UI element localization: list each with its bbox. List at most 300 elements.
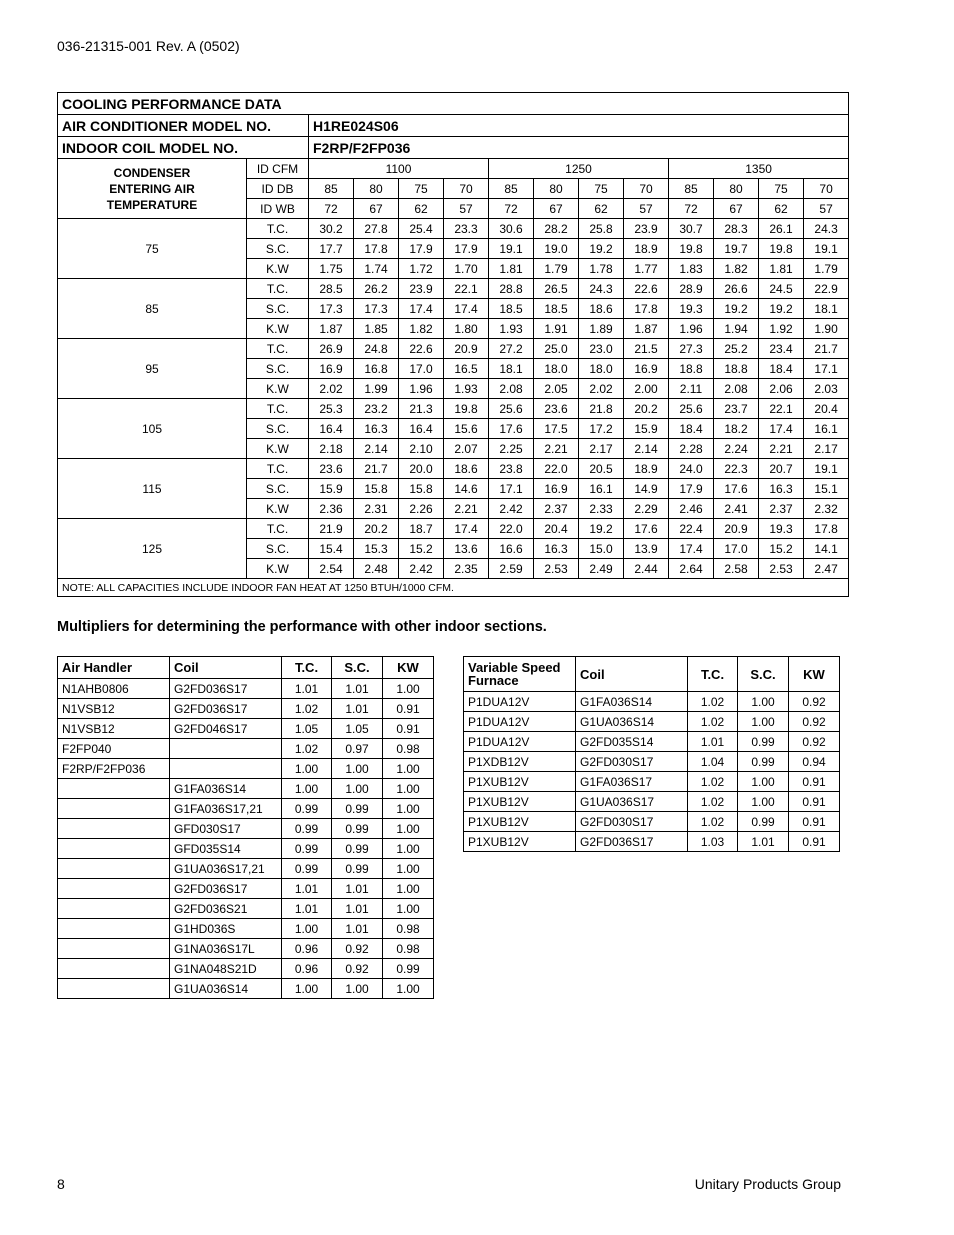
condenser-temp-value: 85: [58, 279, 247, 339]
header-kw: KW: [383, 657, 434, 679]
table-row: [464, 712, 840, 732]
performance-value: 17.6: [624, 519, 669, 539]
performance-value: 14.6: [444, 479, 489, 499]
unit-model: [58, 959, 170, 979]
kw-multiplier: 1.00: [383, 839, 434, 859]
row-metric-label: S.C.: [247, 419, 309, 439]
performance-value: 22.1: [444, 279, 489, 299]
unit-model: P1XUB12V: [464, 792, 576, 812]
performance-value: 23.9: [624, 219, 669, 239]
table-row: [58, 339, 849, 359]
ac-model-value: H1RE024S06: [309, 115, 849, 137]
performance-value: 2.07: [444, 439, 489, 459]
performance-value: 2.21: [534, 439, 579, 459]
performance-value: 1.79: [534, 259, 579, 279]
performance-value: 2.25: [489, 439, 534, 459]
table-row: [58, 219, 849, 239]
performance-value: 16.1: [804, 419, 849, 439]
performance-value: 2.02: [579, 379, 624, 399]
unit-model: F2FP040: [58, 739, 170, 759]
kw-multiplier: 0.91: [789, 832, 840, 852]
unit-model: [58, 979, 170, 999]
performance-value: 2.02: [309, 379, 354, 399]
table-row: [464, 752, 840, 772]
table-row: [58, 899, 434, 919]
performance-value: 2.17: [804, 439, 849, 459]
sc-multiplier: 1.00: [332, 759, 383, 779]
id-db-value: 80: [354, 179, 399, 199]
unit-model: N1AHB0806: [58, 679, 170, 699]
performance-value: 20.5: [579, 459, 624, 479]
performance-value: 28.3: [714, 219, 759, 239]
tc-multiplier: 1.05: [282, 719, 332, 739]
performance-value: 2.06: [759, 379, 804, 399]
performance-value: 15.8: [354, 479, 399, 499]
performance-value: 2.64: [669, 559, 714, 579]
tc-multiplier: 1.02: [688, 692, 738, 712]
performance-value: 14.9: [624, 479, 669, 499]
unit-model: [58, 859, 170, 879]
coil-model: G2FD046S17: [170, 719, 282, 739]
performance-value: 15.3: [354, 539, 399, 559]
performance-value: 18.4: [759, 359, 804, 379]
performance-value: 23.8: [489, 459, 534, 479]
tc-multiplier: 1.01: [282, 879, 332, 899]
kw-multiplier: 1.00: [383, 879, 434, 899]
performance-value: 18.1: [489, 359, 534, 379]
performance-value: 20.2: [354, 519, 399, 539]
performance-value: 21.8: [579, 399, 624, 419]
performance-value: 2.10: [399, 439, 444, 459]
condenser-label-line: TEMPERATURE: [106, 197, 198, 212]
performance-value: 17.4: [759, 419, 804, 439]
unit-model: P1XUB12V: [464, 832, 576, 852]
kw-multiplier: 0.91: [383, 699, 434, 719]
performance-value: 14.1: [804, 539, 849, 559]
performance-value: 19.3: [669, 299, 714, 319]
performance-value: 21.9: [309, 519, 354, 539]
table-row: [58, 779, 434, 799]
coil-model: G1HD036S: [170, 919, 282, 939]
performance-value: 22.3: [714, 459, 759, 479]
sc-multiplier: 1.00: [332, 779, 383, 799]
performance-value: 22.4: [669, 519, 714, 539]
performance-value: 2.53: [534, 559, 579, 579]
header-coil: Coil: [576, 657, 688, 692]
performance-note: NOTE: ALL CAPACITIES INCLUDE INDOOR FAN HEAT AT 1250 BTUH/1000 CFM.: [58, 579, 849, 597]
performance-value: 15.0: [579, 539, 624, 559]
performance-value: 22.6: [399, 339, 444, 359]
performance-value: 19.1: [804, 239, 849, 259]
table-row: [58, 799, 434, 819]
coil-model: GFD030S17: [170, 819, 282, 839]
kw-multiplier: 1.00: [383, 819, 434, 839]
unit-model: [58, 839, 170, 859]
kw-multiplier: 0.98: [383, 939, 434, 959]
performance-value: 2.17: [579, 439, 624, 459]
table-row: [464, 812, 840, 832]
performance-value: 28.5: [309, 279, 354, 299]
performance-value: 1.78: [579, 259, 624, 279]
header-kw: KW: [789, 657, 840, 692]
ac-model-label: AIR CONDITIONER MODEL NO.: [58, 115, 309, 137]
performance-value: 1.80: [444, 319, 489, 339]
coil-model: G2FD036S17: [170, 879, 282, 899]
performance-value: 26.6: [714, 279, 759, 299]
performance-value: 19.3: [759, 519, 804, 539]
kw-multiplier: 0.92: [789, 692, 840, 712]
table-row: [58, 919, 434, 939]
performance-value: 20.4: [534, 519, 579, 539]
performance-value: 1.99: [354, 379, 399, 399]
performance-value: 18.7: [399, 519, 444, 539]
performance-value: 2.58: [714, 559, 759, 579]
performance-value: 2.47: [804, 559, 849, 579]
performance-value: 17.4: [399, 299, 444, 319]
id-db-value: 75: [399, 179, 444, 199]
row-metric-label: S.C.: [247, 299, 309, 319]
coil-model: [170, 739, 282, 759]
performance-value: 2.53: [759, 559, 804, 579]
condenser-temp-value: 125: [58, 519, 247, 579]
performance-value: 2.37: [534, 499, 579, 519]
kw-multiplier: 0.92: [789, 712, 840, 732]
table-row: [58, 719, 434, 739]
performance-value: 17.1: [804, 359, 849, 379]
performance-value: 25.4: [399, 219, 444, 239]
tc-multiplier: 1.02: [688, 712, 738, 732]
tc-multiplier: 1.01: [282, 679, 332, 699]
id-wb-label: ID WB: [247, 199, 309, 219]
performance-value: 24.3: [579, 279, 624, 299]
condenser-temp-value: 105: [58, 399, 247, 459]
header-air-handler: Air Handler: [58, 657, 170, 679]
performance-value: 15.9: [624, 419, 669, 439]
document-id: 036-21315-001 Rev. A (0502): [57, 38, 240, 54]
id-wb-value: 67: [534, 199, 579, 219]
id-db-value: 70: [444, 179, 489, 199]
performance-value: 25.0: [534, 339, 579, 359]
performance-value: 18.6: [579, 299, 624, 319]
performance-value: 18.5: [489, 299, 534, 319]
row-metric-label: K.W: [247, 559, 309, 579]
tc-multiplier: 1.00: [282, 759, 332, 779]
performance-value: 1.87: [624, 319, 669, 339]
sc-multiplier: 1.00: [738, 692, 789, 712]
coil-model: G2FD035S14: [576, 732, 688, 752]
performance-value: 19.1: [489, 239, 534, 259]
performance-value: 23.3: [444, 219, 489, 239]
variable-speed-multiplier-table: [463, 656, 840, 852]
sc-multiplier: 0.99: [332, 799, 383, 819]
tc-multiplier: 1.00: [282, 919, 332, 939]
performance-value: 22.6: [624, 279, 669, 299]
table-row: [58, 679, 434, 699]
tc-multiplier: 1.00: [282, 979, 332, 999]
performance-value: 23.0: [579, 339, 624, 359]
sc-multiplier: 0.99: [738, 812, 789, 832]
performance-value: 1.92: [759, 319, 804, 339]
cfm-1100: 1100: [309, 159, 489, 179]
performance-value: 23.2: [354, 399, 399, 419]
id-db-value: 85: [309, 179, 354, 199]
performance-value: 15.6: [444, 419, 489, 439]
tc-multiplier: 1.00: [282, 779, 332, 799]
id-db-value: 70: [624, 179, 669, 199]
performance-value: 2.32: [804, 499, 849, 519]
id-wb-value: 67: [714, 199, 759, 219]
performance-value: 2.08: [714, 379, 759, 399]
performance-value: 2.08: [489, 379, 534, 399]
tc-multiplier: 1.02: [282, 699, 332, 719]
performance-value: 2.46: [669, 499, 714, 519]
row-metric-label: K.W: [247, 259, 309, 279]
kw-multiplier: 1.00: [383, 899, 434, 919]
tc-multiplier: 0.99: [282, 799, 332, 819]
performance-value: 21.7: [354, 459, 399, 479]
id-wb-value: 62: [399, 199, 444, 219]
performance-value: 21.5: [624, 339, 669, 359]
unit-model: [58, 919, 170, 939]
performance-value: 2.37: [759, 499, 804, 519]
row-metric-label: T.C.: [247, 279, 309, 299]
performance-value: 1.81: [489, 259, 534, 279]
unit-model: P1XDB12V: [464, 752, 576, 772]
unit-model: [58, 799, 170, 819]
performance-value: 25.3: [309, 399, 354, 419]
table-row: [464, 692, 840, 712]
sc-multiplier: 1.01: [332, 899, 383, 919]
tc-multiplier: 1.02: [688, 772, 738, 792]
tc-multiplier: 1.01: [282, 899, 332, 919]
multipliers-title: Multipliers for determining the performance with other indoor sections.: [57, 619, 547, 635]
performance-value: 17.1: [489, 479, 534, 499]
table-row: [58, 739, 434, 759]
sc-multiplier: 0.92: [332, 939, 383, 959]
coil-model: GFD035S14: [170, 839, 282, 859]
condenser-temp-label: [58, 159, 247, 219]
tc-multiplier: 0.96: [282, 959, 332, 979]
performance-value: 24.5: [759, 279, 804, 299]
performance-value: 1.83: [669, 259, 714, 279]
performance-value: 2.03: [804, 379, 849, 399]
table-row: [58, 959, 434, 979]
performance-value: 1.93: [489, 319, 534, 339]
performance-value: 15.4: [309, 539, 354, 559]
performance-value: 26.2: [354, 279, 399, 299]
table-row: [58, 279, 849, 299]
kw-multiplier: 1.00: [383, 979, 434, 999]
kw-multiplier: 0.91: [383, 719, 434, 739]
performance-value: 26.9: [309, 339, 354, 359]
performance-value: 18.8: [714, 359, 759, 379]
header-sc: S.C.: [738, 657, 789, 692]
performance-value: 23.6: [534, 399, 579, 419]
unit-model: F2RP/F2FP036: [58, 759, 170, 779]
row-metric-label: K.W: [247, 379, 309, 399]
sc-multiplier: 1.00: [738, 712, 789, 732]
performance-value: 27.2: [489, 339, 534, 359]
performance-value: 23.6: [309, 459, 354, 479]
performance-value: 17.3: [309, 299, 354, 319]
coil-model: G1FA036S17,21: [170, 799, 282, 819]
performance-value: 28.8: [489, 279, 534, 299]
performance-value: 17.0: [399, 359, 444, 379]
sc-multiplier: 1.00: [738, 772, 789, 792]
performance-value: 19.8: [444, 399, 489, 419]
sc-multiplier: 1.05: [332, 719, 383, 739]
coil-model-label: INDOOR COIL MODEL NO.: [58, 137, 309, 159]
performance-value: 1.90: [804, 319, 849, 339]
performance-value: 23.9: [399, 279, 444, 299]
performance-value: 1.85: [354, 319, 399, 339]
performance-value: 1.79: [804, 259, 849, 279]
performance-value: 17.9: [444, 239, 489, 259]
kw-multiplier: 1.00: [383, 779, 434, 799]
row-metric-label: S.C.: [247, 539, 309, 559]
unit-model: P1DUA12V: [464, 712, 576, 732]
kw-multiplier: 0.98: [383, 739, 434, 759]
sc-multiplier: 1.01: [332, 879, 383, 899]
header-coil: Coil: [170, 657, 282, 679]
performance-value: 27.3: [669, 339, 714, 359]
performance-value: 22.1: [759, 399, 804, 419]
performance-value: 23.4: [759, 339, 804, 359]
performance-value: 18.8: [669, 359, 714, 379]
tc-multiplier: 1.02: [282, 739, 332, 759]
performance-value: 25.6: [489, 399, 534, 419]
performance-value: 1.82: [714, 259, 759, 279]
performance-value: 16.9: [624, 359, 669, 379]
performance-value: 2.44: [624, 559, 669, 579]
table-row: [464, 832, 840, 852]
table-row: [58, 699, 434, 719]
performance-value: 17.9: [669, 479, 714, 499]
unit-model: [58, 879, 170, 899]
row-metric-label: T.C.: [247, 519, 309, 539]
performance-value: 22.9: [804, 279, 849, 299]
performance-value: 2.00: [624, 379, 669, 399]
sc-multiplier: 1.01: [738, 832, 789, 852]
row-metric-label: K.W: [247, 439, 309, 459]
performance-value: 1.93: [444, 379, 489, 399]
performance-value: 24.0: [669, 459, 714, 479]
tc-multiplier: 1.02: [688, 812, 738, 832]
id-wb-value: 72: [669, 199, 714, 219]
sc-multiplier: 1.01: [332, 699, 383, 719]
coil-model: G1UA036S17,21: [170, 859, 282, 879]
id-db-value: 80: [534, 179, 579, 199]
kw-multiplier: 1.00: [383, 759, 434, 779]
performance-value: 20.0: [399, 459, 444, 479]
performance-value: 16.1: [579, 479, 624, 499]
performance-value: 26.1: [759, 219, 804, 239]
id-db-label: ID DB: [247, 179, 309, 199]
footer-organization: Unitary Products Group: [694, 1176, 841, 1192]
performance-value: 22.0: [489, 519, 534, 539]
performance-value: 30.7: [669, 219, 714, 239]
unit-model: [58, 779, 170, 799]
performance-value: 23.7: [714, 399, 759, 419]
performance-value: 1.87: [309, 319, 354, 339]
sc-multiplier: 0.99: [738, 752, 789, 772]
row-metric-label: S.C.: [247, 479, 309, 499]
performance-value: 18.1: [804, 299, 849, 319]
performance-value: 13.6: [444, 539, 489, 559]
performance-value: 19.2: [579, 239, 624, 259]
performance-value: 17.8: [624, 299, 669, 319]
sc-multiplier: 0.97: [332, 739, 383, 759]
performance-value: 13.9: [624, 539, 669, 559]
header-tc: T.C.: [688, 657, 738, 692]
performance-value: 25.6: [669, 399, 714, 419]
performance-value: 2.54: [309, 559, 354, 579]
unit-model: [58, 899, 170, 919]
performance-value: 20.4: [804, 399, 849, 419]
performance-value: 16.4: [309, 419, 354, 439]
performance-value: 17.4: [444, 299, 489, 319]
kw-multiplier: 0.91: [789, 812, 840, 832]
unit-model: P1DUA12V: [464, 732, 576, 752]
sc-multiplier: 0.99: [332, 839, 383, 859]
performance-value: 17.3: [354, 299, 399, 319]
performance-value: 15.9: [309, 479, 354, 499]
performance-value: 2.35: [444, 559, 489, 579]
performance-value: 19.7: [714, 239, 759, 259]
cfm-1250: 1250: [489, 159, 669, 179]
performance-value: 18.9: [624, 459, 669, 479]
coil-model-value: F2RP/F2FP036: [309, 137, 849, 159]
id-db-value: 75: [579, 179, 624, 199]
performance-value: 2.59: [489, 559, 534, 579]
coil-model: G1UA036S14: [576, 712, 688, 732]
performance-value: 17.5: [534, 419, 579, 439]
condenser-temp-value: 75: [58, 219, 247, 279]
header-variable-speed-furnace: Variable Speed Furnace: [464, 657, 576, 692]
performance-value: 2.49: [579, 559, 624, 579]
condenser-temp-value: 95: [58, 339, 247, 399]
unit-model: [58, 939, 170, 959]
tc-multiplier: 0.99: [282, 819, 332, 839]
performance-value: 16.8: [354, 359, 399, 379]
performance-value: 24.3: [804, 219, 849, 239]
performance-value: 16.3: [534, 539, 579, 559]
performance-value: 19.8: [759, 239, 804, 259]
table-row: [464, 792, 840, 812]
performance-value: 19.0: [534, 239, 579, 259]
performance-value: 16.9: [534, 479, 579, 499]
id-db-value: 70: [804, 179, 849, 199]
performance-value: 17.8: [354, 239, 399, 259]
performance-value: 20.2: [624, 399, 669, 419]
performance-value: 2.33: [579, 499, 624, 519]
performance-value: 1.72: [399, 259, 444, 279]
condenser-label-line: ENTERING AIR: [109, 181, 195, 196]
performance-value: 1.89: [579, 319, 624, 339]
performance-value: 2.26: [399, 499, 444, 519]
performance-value: 19.2: [579, 519, 624, 539]
row-metric-label: T.C.: [247, 339, 309, 359]
performance-value: 25.8: [579, 219, 624, 239]
coil-model: G1FA036S14: [576, 692, 688, 712]
table-row: [58, 879, 434, 899]
id-db-value: 85: [669, 179, 714, 199]
performance-value: 15.1: [804, 479, 849, 499]
coil-model: G2FD036S17: [170, 679, 282, 699]
coil-model: G1UA036S17: [576, 792, 688, 812]
performance-value: 17.6: [489, 419, 534, 439]
performance-value: 1.82: [399, 319, 444, 339]
